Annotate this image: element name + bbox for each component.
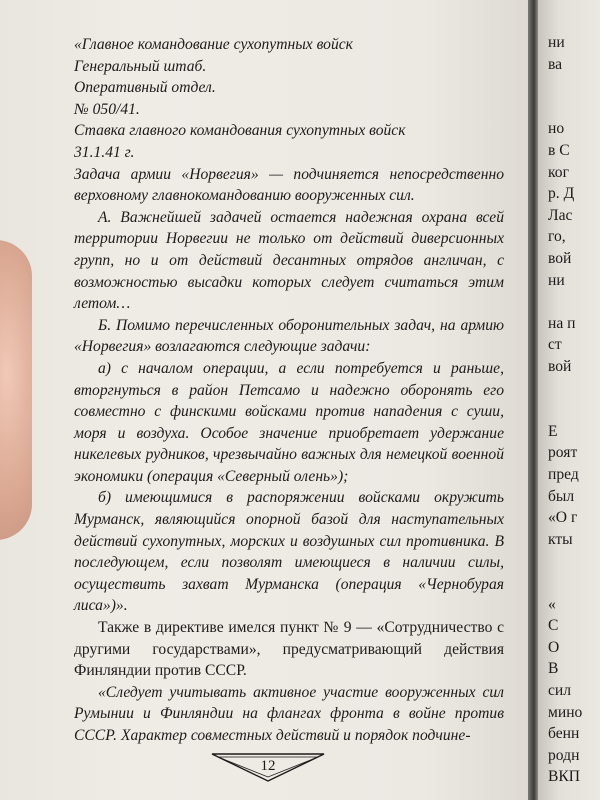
right-page-fragment: ст [548, 336, 562, 354]
header-line-6: 31.1.41 г. [74, 143, 135, 161]
right-page-fragment: го, [548, 228, 566, 246]
right-page-fragment: роят [548, 444, 578, 462]
paragraph-b: Б. Помимо перечисленных оборонительных задач, на армию «Норвегия» возлагаются следующие задачи: [74, 316, 504, 356]
finger [0, 240, 32, 540]
right-page-fragment: в С [548, 142, 570, 159]
right-page-fragment: был [548, 487, 575, 505]
right-page-fragment: вой [548, 358, 572, 375]
right-page-fragment: Е [548, 422, 558, 440]
item-b: б) имеющимися в распоряжении войсками окружить Мурманск, являющийся опорной базой для наступательных действий сухопутных, морских и воздушных сил противника. В последующем, если позволят имеющиеся в наличии силы, осуществить захват Мурманска (операция «Чернобурая лиса»)». [74, 489, 504, 615]
right-page-fragment: ког [548, 163, 569, 181]
right-page-fragment: «О г [548, 509, 578, 527]
directive-paragraph: Также в директиве имелся пункт № 9 — «Сотрудничество с другими государствами», предусматривающий действия Финляндии против СССР. [74, 619, 504, 680]
right-page-fragment: ни [548, 34, 565, 51]
header-line-1: «Главное командование сухопутных войск [74, 36, 353, 53]
right-page-fragment: вой [548, 250, 572, 267]
header-line-2: Генеральный штаб. [74, 57, 207, 75]
right-page [538, 0, 600, 800]
right-page-fragment: пред [548, 466, 579, 483]
right-page-fragment: на п [548, 314, 576, 332]
quote-paragraph: «Следует учитывать активное участие вооруженных сил Румынии и Финляндии на флангах фронта в войне против СССР. Характер совместных действий и порядок подчине- [74, 683, 504, 744]
right-page-fragment: ни [548, 271, 565, 289]
book-gutter [528, 0, 538, 800]
header-line-5: Ставка главного командования сухопутных войск [74, 122, 406, 140]
right-page-fragment: В [548, 660, 559, 678]
right-page-fragment: О [548, 638, 560, 656]
paragraph-a: А. Важнейшей задачей остается надежная охрана всей территории Норвегии не только от действий диверсионных групп, но и от действий десантных отрядов англичан, с возможностью высадки которых следует считаться этим летом… [74, 208, 504, 313]
right-page-fragment: бенн [548, 725, 580, 743]
right-page-fragment: р. Д [548, 185, 575, 203]
right-page-fragment: кты [548, 530, 573, 548]
right-page-fragment: Лас [548, 206, 573, 224]
right-page-fragment: ва [548, 55, 563, 73]
right-page-fragment: но [548, 120, 565, 138]
item-a: а) с началом операции, а если потребуется и раньше, вторгнуться в район Петсамо и надежно оборонять его совместно с финскими войсками против нападения с суши, моря и воздуха. Особое значение приобретает удержание никелевых рудников, чрезвычайно важных для немецкой военной экономики (операция «Северный олень»); [74, 359, 504, 485]
right-page-fragment: С [548, 617, 559, 635]
page-number-badge [210, 752, 326, 782]
right-page-fragment: ВКП [548, 768, 581, 786]
right-page-fragment: « [548, 595, 556, 613]
header-line-4: № 050/41. [74, 100, 140, 118]
task-paragraph: Задача армии «Норвегия» — подчиняется непосредственно верховному главнокомандованию вооруженных сил. [74, 165, 504, 205]
right-page-fragment: мино [548, 703, 583, 721]
right-page-fragment: сил [548, 682, 572, 699]
right-page-fragment: родн [548, 746, 580, 764]
page-number: 12 [260, 758, 276, 774]
page-text [74, 34, 504, 747]
header-line-3: Оперативный отдел. [74, 79, 216, 97]
